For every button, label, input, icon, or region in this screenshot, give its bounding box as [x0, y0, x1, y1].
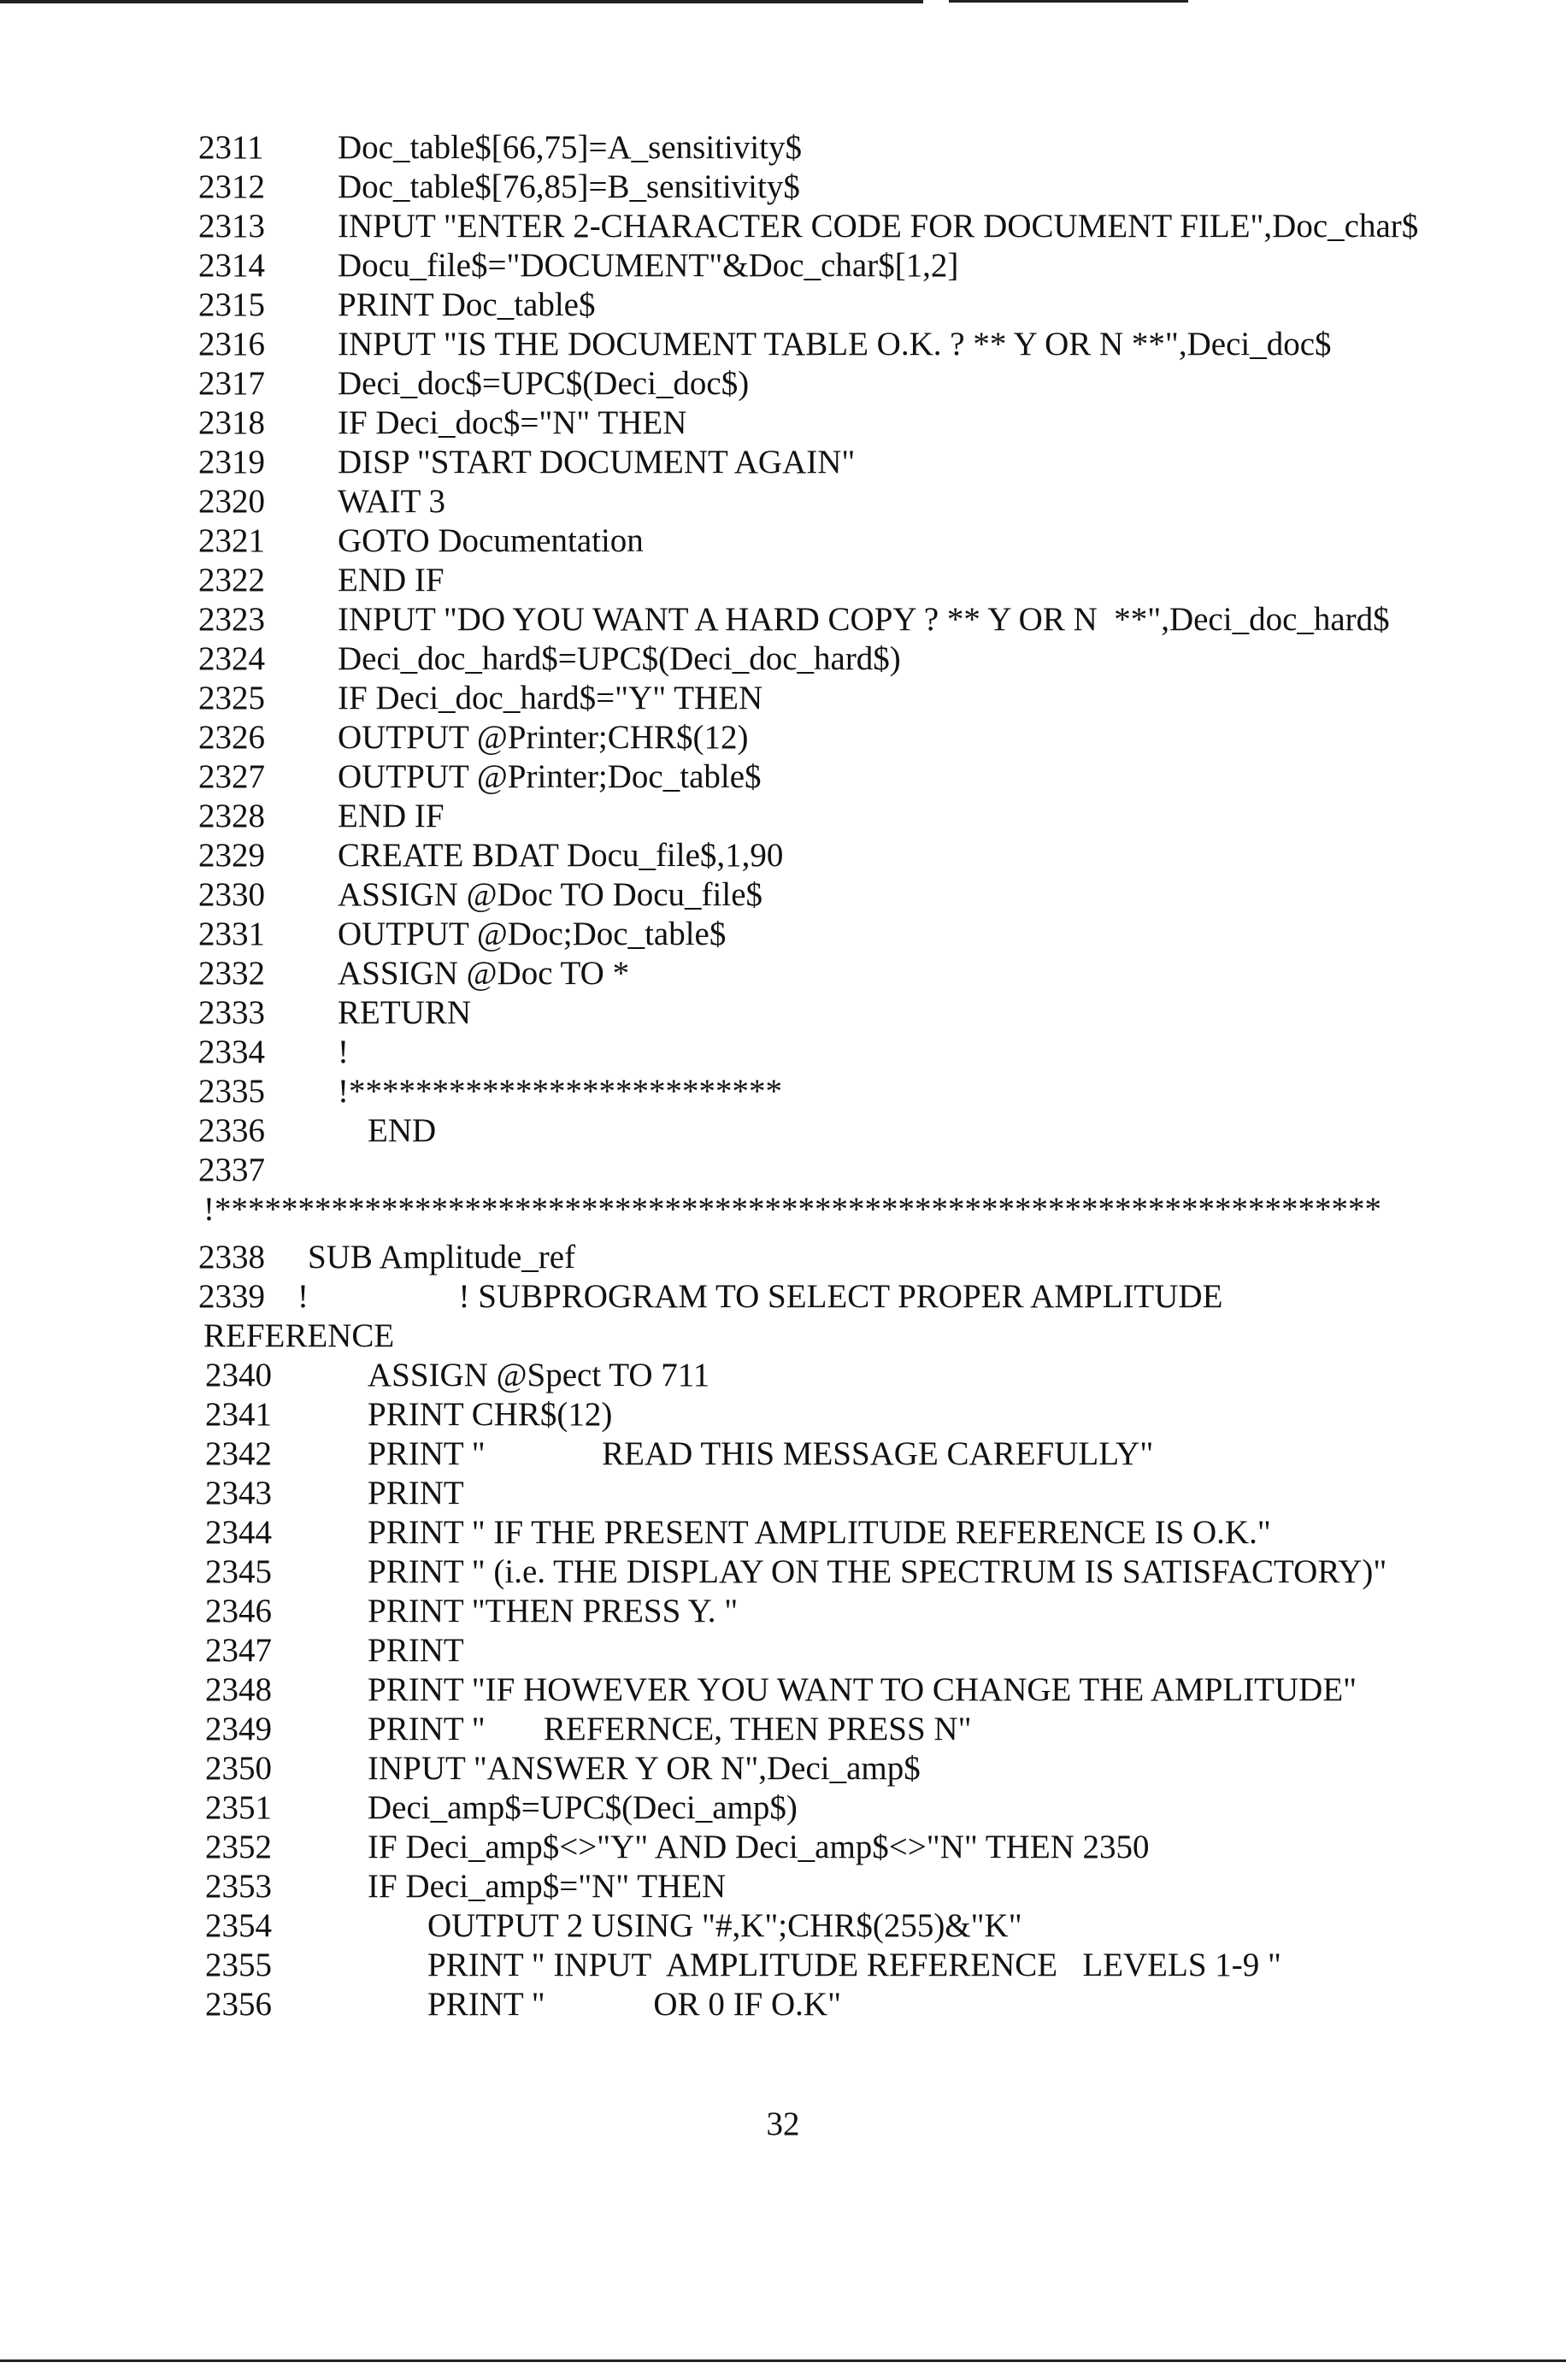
line-number: 2328 — [198, 798, 265, 834]
line-code: ! ! SUBPROGRAM TO SELECT PROPER AMPLITUDE — [297, 1278, 1223, 1315]
wrapped-text: REFERENCE — [203, 1317, 395, 1354]
line-code: ASSIGN @Spect TO 711 — [368, 1357, 710, 1393]
top-rule-right — [949, 0, 1188, 3]
line-number: 2336 — [198, 1112, 265, 1149]
code-line — [0, 286, 1566, 325]
line-number: 2345 — [205, 1553, 272, 1590]
line-code: OUTPUT @Printer;Doc_table$ — [338, 758, 762, 795]
code-line — [0, 1985, 1566, 2024]
code-line — [0, 128, 1566, 168]
code-line — [0, 1670, 1566, 1710]
line-number: 2316 — [198, 326, 265, 362]
line-code: PRINT " IF THE PRESENT AMPLITUDE REFERENCE IS O.K." — [368, 1514, 1271, 1551]
line-code: ASSIGN @Doc TO Docu_file$ — [338, 876, 763, 913]
line-code: PRINT " INPUT AMPLITUDE REFERENCE LEVELS 1-9 " — [427, 1947, 1281, 1983]
line-number: 2356 — [205, 1986, 272, 2023]
line-number: 2349 — [205, 1711, 272, 1747]
code-line — [0, 1277, 1566, 1317]
code-line — [0, 364, 1566, 404]
line-number: 2319 — [198, 444, 265, 480]
line-number: 2324 — [198, 640, 265, 677]
code-line — [0, 1946, 1566, 1985]
code-line — [0, 993, 1566, 1033]
line-number: 2342 — [205, 1435, 272, 1472]
code-line — [0, 443, 1566, 482]
code-line — [0, 915, 1566, 954]
line-number: 2347 — [205, 1632, 272, 1669]
code-line — [0, 521, 1566, 561]
code-line — [0, 1395, 1566, 1434]
line-code: INPUT "ANSWER Y OR N",Deci_amp$ — [368, 1750, 921, 1787]
line-code: WAIT 3 — [338, 483, 446, 520]
line-code: Deci_doc$=UPC$(Deci_doc$) — [338, 365, 750, 402]
code-line — [0, 797, 1566, 836]
code-line — [0, 246, 1566, 286]
line-number: 2317 — [198, 365, 265, 402]
line-number: 2346 — [205, 1593, 272, 1629]
line-code: OUTPUT @Printer;CHR$(12) — [338, 719, 749, 756]
code-line — [0, 1072, 1566, 1111]
line-code: Doc_table$[76,85]=B_sensitivity$ — [338, 168, 800, 205]
line-code: PRINT — [368, 1632, 464, 1669]
code-line — [0, 325, 1566, 364]
line-number: 2326 — [198, 719, 265, 756]
line-number: 2312 — [198, 168, 265, 205]
line-code: PRINT — [368, 1475, 464, 1511]
code-line — [0, 718, 1566, 757]
line-code: Doc_table$[66,75]=A_sensitivity$ — [338, 129, 802, 166]
line-code: Deci_amp$=UPC$(Deci_amp$) — [368, 1789, 798, 1826]
line-number: 2329 — [198, 837, 265, 874]
line-code: PRINT Doc_table$ — [338, 286, 596, 323]
line-number: 2335 — [198, 1073, 265, 1110]
line-code: IF Deci_amp$<>"Y" AND Deci_amp$<>"N" THEN 2350 — [368, 1829, 1150, 1865]
code-line — [0, 1513, 1566, 1552]
line-code: IF Deci_doc$="N" THEN — [338, 404, 687, 441]
line-code: OUTPUT 2 USING "#,K";CHR$(255)&"K" — [427, 1907, 1022, 1944]
code-line — [0, 168, 1566, 207]
line-number: 2351 — [205, 1789, 272, 1826]
line-code: END — [368, 1112, 437, 1149]
line-number: 2355 — [205, 1947, 272, 1983]
line-code: IF Deci_amp$="N" THEN — [368, 1868, 727, 1905]
line-code: Deci_doc_hard$=UPC$(Deci_doc_hard$) — [338, 640, 901, 677]
line-code: IF Deci_doc_hard$="Y" THEN — [338, 680, 763, 716]
line-code: INPUT "DO YOU WANT A HARD COPY ? ** Y OR N **",Deci_doc_hard$ — [338, 601, 1390, 638]
line-code: END IF — [338, 562, 444, 598]
code-line — [0, 836, 1566, 875]
line-number: 2323 — [198, 601, 265, 638]
line-number: 2334 — [198, 1034, 265, 1070]
separator-line — [0, 1190, 1566, 1229]
line-code: !************************** — [338, 1073, 782, 1110]
line-number: 2343 — [205, 1475, 272, 1511]
line-code: INPUT "IS THE DOCUMENT TABLE O.K. ? ** Y OR N **",Deci_doc$ — [338, 326, 1332, 362]
line-number: 2320 — [198, 483, 265, 520]
code-line — [0, 1111, 1566, 1151]
code-line — [0, 757, 1566, 797]
line-number: 2318 — [198, 404, 265, 441]
line-number: 2338 — [198, 1239, 265, 1275]
line-number: 2313 — [198, 208, 265, 244]
line-number: 2315 — [198, 286, 265, 323]
bottom-rule — [0, 2359, 1566, 2362]
code-line — [0, 1906, 1566, 1946]
code-line — [0, 600, 1566, 639]
line-code: INPUT "ENTER 2-CHARACTER CODE FOR DOCUMENT FILE",Doc_char$ — [338, 208, 1419, 244]
line-number: 2340 — [205, 1357, 272, 1393]
separator-text: !********************************************************************** — [203, 1191, 1381, 1228]
code-line — [0, 1434, 1566, 1474]
code-line — [0, 639, 1566, 679]
line-number: 2311 — [198, 129, 264, 166]
line-code: OUTPUT @Doc;Doc_table$ — [338, 916, 727, 952]
line-code: Docu_file$="DOCUMENT"&Doc_char$[1,2] — [338, 247, 959, 284]
line-code: PRINT " READ THIS MESSAGE CAREFULLY" — [368, 1435, 1154, 1472]
line-number: 2339 — [198, 1278, 265, 1315]
code-line — [0, 207, 1566, 246]
line-code: PRINT "IF HOWEVER YOU WANT TO CHANGE THE AMPLITUDE" — [368, 1671, 1357, 1708]
code-line — [0, 1710, 1566, 1749]
line-number: 2344 — [205, 1514, 272, 1551]
code-line — [0, 1474, 1566, 1513]
line-code: CREATE BDAT Docu_file$,1,90 — [338, 837, 784, 874]
code-line — [0, 1238, 1566, 1277]
code-line — [0, 1749, 1566, 1788]
line-code: PRINT "THEN PRESS Y. " — [368, 1593, 739, 1629]
line-number: 2322 — [198, 562, 265, 598]
code-line — [0, 1356, 1566, 1395]
line-number: 2341 — [205, 1396, 272, 1433]
line-code: DISP "START DOCUMENT AGAIN" — [338, 444, 856, 480]
code-line — [0, 561, 1566, 600]
line-number: 2332 — [198, 955, 265, 992]
line-number: 2325 — [198, 680, 265, 716]
code-line — [0, 1033, 1566, 1072]
line-code: RETURN — [338, 994, 471, 1031]
line-number: 2348 — [205, 1671, 272, 1708]
line-code: ASSIGN @Doc TO * — [338, 955, 630, 992]
line-code: PRINT CHR$(12) — [368, 1396, 613, 1433]
line-code: SUB Amplitude_ref — [308, 1239, 576, 1275]
line-number: 2331 — [198, 916, 265, 952]
line-number: 2333 — [198, 994, 265, 1031]
line-number: 2350 — [205, 1750, 272, 1787]
line-code: PRINT " REFERNCE, THEN PRESS N" — [368, 1711, 972, 1747]
code-line — [0, 875, 1566, 915]
line-number: 2330 — [198, 876, 265, 913]
line-number: 2321 — [198, 522, 265, 559]
code-line — [0, 1592, 1566, 1631]
code-line — [0, 1151, 1566, 1190]
page-number: 32 — [766, 2106, 800, 2142]
wrapped-line — [0, 1317, 1566, 1356]
line-number: 2314 — [198, 247, 265, 284]
line-number: 2354 — [205, 1907, 272, 1944]
code-line — [0, 1867, 1566, 1906]
line-number: 2337 — [198, 1152, 265, 1188]
line-code: PRINT " OR 0 IF O.K" — [427, 1986, 841, 2023]
line-code: PRINT " (i.e. THE DISPLAY ON THE SPECTRUM IS SATISFACTORY)" — [368, 1553, 1387, 1590]
line-number: 2352 — [205, 1829, 272, 1865]
code-line — [0, 1828, 1566, 1867]
code-line — [0, 1552, 1566, 1592]
line-code: ! — [338, 1034, 349, 1070]
code-line — [0, 1788, 1566, 1828]
code-line — [0, 954, 1566, 993]
line-number: 2327 — [198, 758, 265, 795]
code-line — [0, 404, 1566, 443]
code-line — [0, 1631, 1566, 1670]
code-line — [0, 482, 1566, 521]
line-number: 2353 — [205, 1868, 272, 1905]
code-line — [0, 679, 1566, 718]
top-rule — [0, 0, 923, 3]
line-code: END IF — [338, 798, 444, 834]
line-code: GOTO Documentation — [338, 522, 644, 559]
